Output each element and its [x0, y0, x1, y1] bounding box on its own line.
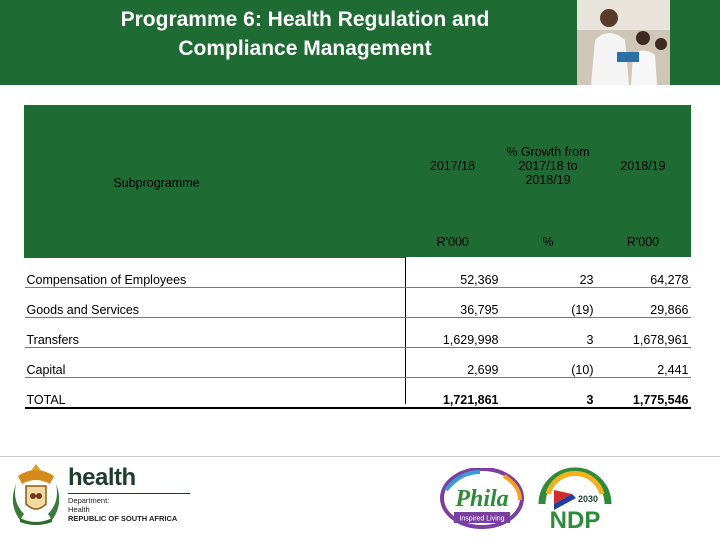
header-photo	[577, 0, 670, 85]
total-row	[25, 377, 691, 408]
value-growth: (19)	[501, 287, 596, 317]
value-growth: (10)	[501, 347, 596, 377]
subprogramme-header	[25, 106, 405, 258]
value-2018-19: 2,441	[596, 347, 691, 377]
value-2017-18: 1,629,998	[405, 317, 501, 347]
dept-line-3: REPUBLIC OF SOUTH AFRICA	[68, 514, 178, 523]
total-growth: 3	[501, 377, 596, 408]
value-growth: 23	[501, 257, 596, 287]
total-2018-19: 1,775,546	[596, 377, 691, 408]
value-2017-18: 36,795	[405, 287, 501, 317]
unit-2018-19: R'000	[596, 227, 691, 258]
phila-wordmark: Phila	[455, 486, 509, 512]
phila-logo	[440, 468, 524, 530]
unit-growth: %	[501, 227, 596, 258]
department-logo	[68, 466, 190, 523]
value-2018-19: 64,278	[596, 257, 691, 287]
total-label: TOTAL	[25, 377, 405, 408]
page-title	[40, 5, 570, 63]
value-2017-18: 52,369	[405, 257, 501, 287]
dept-line-1: Department:	[68, 496, 110, 505]
ndp-year: 2030	[577, 494, 599, 504]
table-row	[25, 317, 691, 347]
column-header-2018-19: 2018/19	[596, 106, 691, 227]
unit-2017-18: R'000	[405, 227, 501, 258]
value-growth: 3	[501, 317, 596, 347]
subprogramme-header-label: Subprogramme	[113, 176, 200, 191]
row-label: Goods and Services	[25, 287, 405, 317]
value-2018-19: 29,866	[596, 287, 691, 317]
column-header-growth: % Growth from 2017/18 to 2018/19	[501, 106, 596, 227]
coat-of-arms-logo	[10, 462, 62, 528]
row-label: Compensation of Employees	[25, 257, 405, 287]
dept-rule	[68, 493, 190, 494]
ndp-2030-logo	[536, 464, 614, 534]
row-label: Transfers	[25, 317, 405, 347]
table-row	[25, 257, 691, 287]
dept-line-2: Health	[68, 505, 90, 514]
table-row	[25, 347, 691, 377]
phila-tagline: Inspired Living	[459, 515, 505, 523]
title-line-1: Programme 6: Health Regulation and	[120, 8, 490, 31]
title-line-2: Compliance Management	[178, 37, 432, 60]
ndp-wordmark: NDP	[549, 507, 601, 534]
footer-divider	[0, 456, 720, 457]
title-banner	[0, 0, 720, 85]
total-2017-18: 1,721,861	[405, 377, 501, 408]
column-header-2017-18: 2017/18	[405, 106, 501, 227]
dept-name: health	[68, 464, 136, 491]
budget-table	[24, 105, 691, 409]
table-row	[25, 287, 691, 317]
row-label: Capital	[25, 347, 405, 377]
value-2018-19: 1,678,961	[596, 317, 691, 347]
value-2017-18: 2,699	[405, 347, 501, 377]
